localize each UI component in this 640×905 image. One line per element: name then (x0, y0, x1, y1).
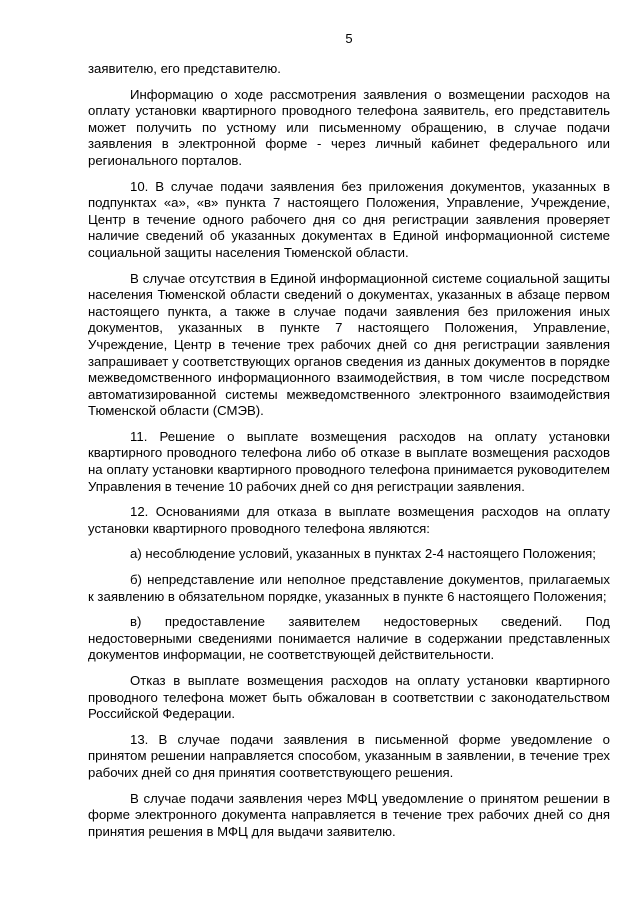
paragraph-item-12-a: а) несоблюдение условий, указанных в пунктах 2-4 настоящего Положения; (130, 546, 596, 562)
paragraph-item-12-b: б) непредставление или неполное представление документов, прилагаемых к заявлению в обязательном порядке, указанных в пункте 6 настоящего Положения; (88, 572, 610, 604)
paragraph-item-10-absence: В случае отсутствия в Единой информационной системе социальной защиты населения Тюменской области сведений о документах, указанных в абзаце первом настоящего пункта, а также в случае подачи заявления без приложения иных документов, указанных в пункте 7 настоящего Положения, Управление, Учреждение, Центр в течение трех рабочих дней со дня регистрации заявления запрашивает у соответствующих органов сведения из данных документов в порядке межведомственного информационного взаимодействия, в том числе посредством автоматизированной системы межведомственного электронного взаимодействия Тюменской области (СМЭВ). (88, 270, 610, 419)
paragraph-continuation: заявителю, его представителю. (88, 61, 281, 76)
paragraph-item-13-mfc: В случае подачи заявления через МФЦ уведомление о принятом решении в форме электронного документа направляется в течение трех рабочих дней со дня принятия решения в МФЦ для выдачи заявителю. (88, 790, 610, 839)
document-body (88, 61, 610, 849)
paragraph-refusal-appeal: Отказ в выплате возмещения расходов на оплату установки квартирного проводного телефона может быть обжалован в соответствии с законодательством Российской Федерации. (88, 673, 610, 722)
paragraph-item-13: 13. В случае подачи заявления в письменной форме уведомление о принятом решении направляется способом, указанным в заявлении, в течение трех рабочих дней со дня принятия соответствующего решения. (88, 731, 610, 780)
paragraph-information: Информацию о ходе рассмотрения заявления о возмещении расходов на оплату установки квартирного проводного телефона заявитель, его представитель может получить по устному или письменному обращению, в случае подачи заявления в электронной форме - через личный кабинет федерального или регионального порталов. (88, 86, 610, 168)
paragraph-item-11: 11. Решение о выплате возмещения расходов на оплату установки квартирного проводного телефона либо об отказе в выплате возмещения расходов на оплату установки квартирного проводного телефона принимается руководителем Управления в течение 10 рабочих дней со дня регистрации заявления. (88, 428, 610, 494)
paragraph-item-12: 12. Основаниями для отказа в выплате возмещения расходов на оплату установки квартирного проводного телефона являются: (88, 504, 610, 536)
page-number: 5 (345, 31, 353, 46)
paragraph-item-12-v: в) предоставление заявителем недостоверных сведений. Под недостоверными сведениями понимается наличие в содержании представленных документов информации, не соответствующей действительности. (88, 614, 610, 663)
paragraph-item-10: 10. В случае подачи заявления без приложения документов, указанных в подпунктах «а», «в» пункта 7 настоящего Положения, Управление, Учреждение, Центр в течение одного рабочего дня со дня регистрации заявления проверяет наличие сведений об указанных документах в Единой информационной системе социальной защиты населения Тюменской области. (88, 178, 610, 260)
